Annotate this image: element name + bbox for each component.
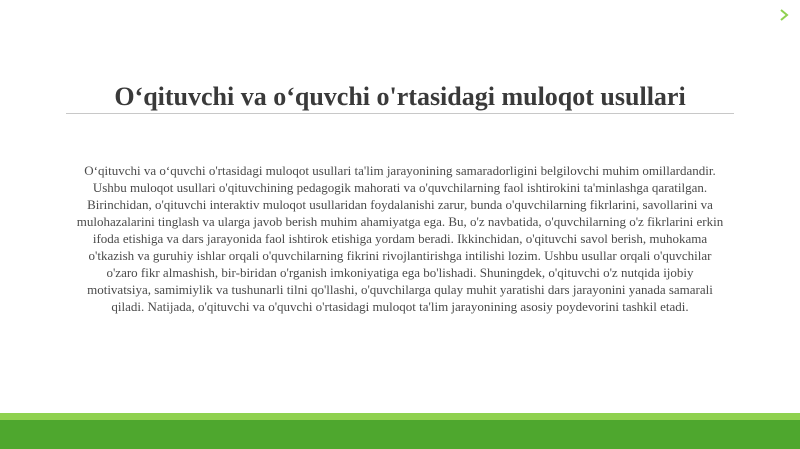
chevron-right-icon xyxy=(778,8,790,22)
bottom-footer-band xyxy=(0,420,800,449)
slide-body-text: O‘qituvchi va o‘quvchi o'rtasidagi muloqot usullari ta'lim jarayonining samaradorligini belgilovchi muhim omillardandir. Ushbu muloqot usullari o'qituvchining pedagogik mahorati va o'quvchilarning faol ishtirokini ta'minlashga qaratilgan. Birinchidan, o'qituvchi interaktiv muloqot usullaridan foydalanishi zarur, bunda o'quvchilarning fikrlarini, savollarini va mulohazalarini tinglash va ularga javob berish muhim ahamiyatga ega. Bu, o'z navbatida, o'quvchilarning o'z fikrlarini erkin ifoda etishiga va dars jarayonida faol ishtirok etishiga yordam beradi. Ikkinchidan, o'qituvchi savol berish, muhokama o'tkazish va guruhiy ishlar orqali o'quvchilarning fikrini rivojlantirishga intilishi lozim. Ushbu usullar orqali o'quvchilar o'zaro fikr almashish, bir-biridan o'rganish imkoniyatiga ega bo'lishadi. Shuningdek, o'qituvchi o'z nutqida ijobiy motivatsiya, samimiylik va tushunarli tilni qo'llashi, o'quvchilarga qulay muhit yaratishi dars jarayonini yanada samarali qiladi. Natijada, o'qituvchi va o'quvchi o'rtasidagi muloqot ta'lim jarayonining asosiy poydevorini tashkil etadi. xyxy=(76,163,724,314)
slide-title: O‘qituvchi va o‘quvchi o'rtasidagi muloqot usullari xyxy=(114,82,686,111)
bottom-accent-band xyxy=(0,413,800,420)
title-divider xyxy=(66,113,734,114)
